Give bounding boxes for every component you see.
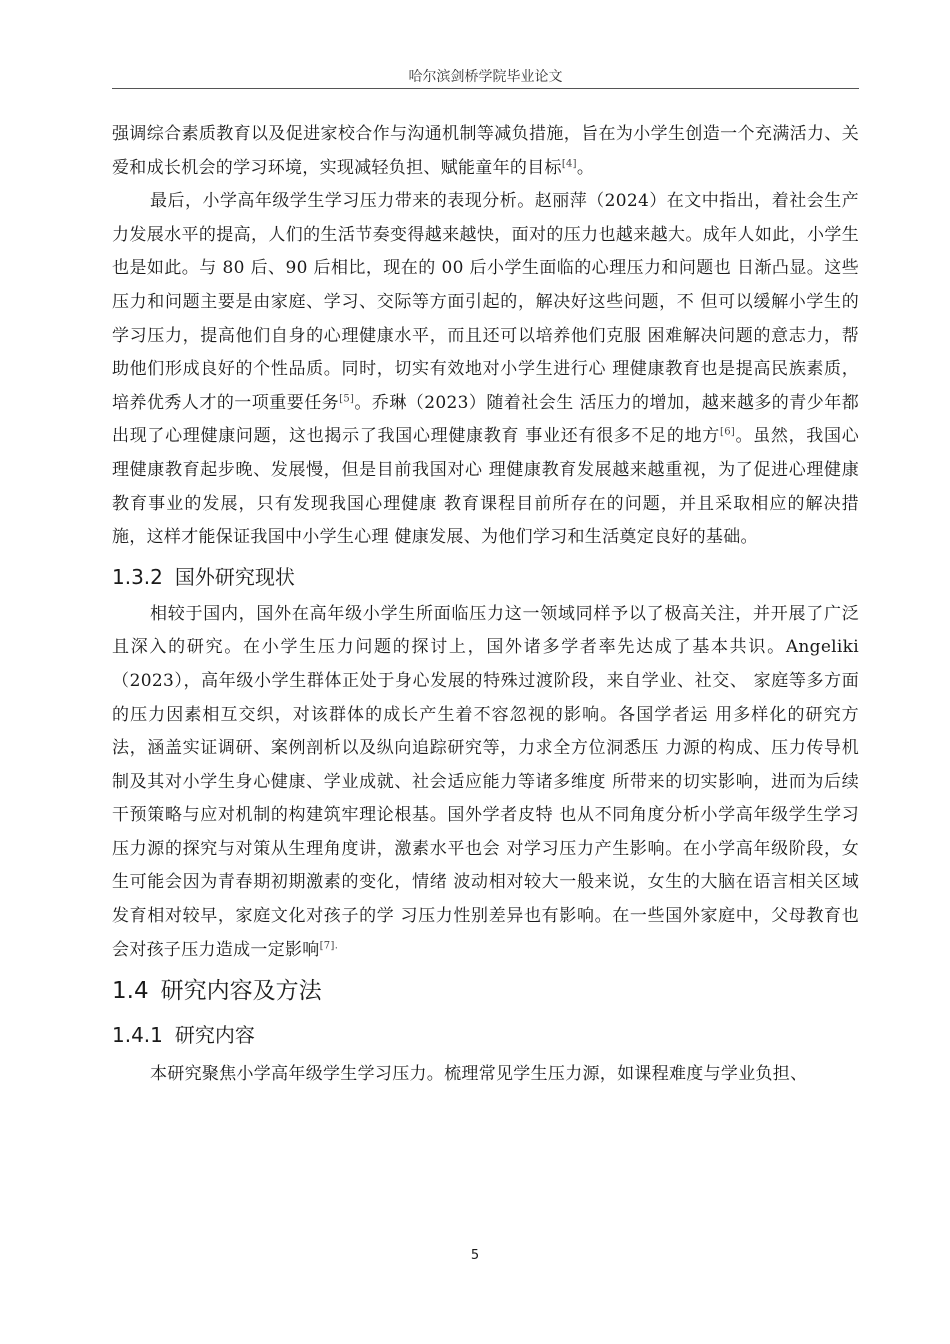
citation-ref-5: [5] [339, 393, 355, 405]
paragraph-domestic-analysis [112, 185, 859, 555]
header-rule [112, 88, 859, 89]
citation-ref-4: [4] [561, 157, 577, 169]
section-number: 1.4 [112, 978, 149, 1005]
paragraph-text: 最后，小学高年级学生学习压力带来的表现分析。赵丽萍（2024）在文中指出，着社会生产力发展水平的提高，人们的生活节奏变得越来越快，面对的压力也越来越大。成年人如此，小学生也是如此。与 80 后、90 后相比，现在的 00 后小学生面临的心理压力和问题也 日渐凸显。这些压力和问题主要是由家庭、学习、交际等方面引起的，解决好这些问题，不 但可以缓解小学生的学习压力，提高他们自身的心理健康水平，而且还可以培养他们克服 困难解决问题的意志力，帮助他们形成良好的个性品质。同时，切实有效地对小学生进行心 理健康教育也是提高民族素质，培养优秀人才的一项重要任务 [112, 191, 859, 413]
citation-ref-7: [7] [319, 940, 335, 951]
section-number: 1.4.1 [112, 1023, 163, 1048]
page-body [112, 118, 859, 1092]
paragraph-tail: . [334, 940, 339, 951]
paragraph-text: 强调综合素质教育以及促进家校合作与沟通机制等减负措施，旨在为小学生创造一个充满活力、关爱和成长机会的学习环境，实现减轻负担、赋能童年的目标 [112, 124, 859, 178]
section-heading-1-4 [112, 972, 859, 1010]
page-number: 5 [470, 1248, 480, 1263]
section-title: 研究内容 [174, 1023, 255, 1048]
section-title: 国外研究现状 [174, 564, 295, 589]
paragraph-text: 相较于国内，国外在高年级小学生所面临压力这一领域同样予以了极高关注，并开展了广泛且深入的研究。在小学生压力问题的探讨上，国外诸多学者率先达成了基本共识。Angeliki（2023），高年级小学生群体正处于身心发展的特殊过渡阶段，来自学业、社交、 家庭等多方面的压力因素相互交织，对该群体的成长产生着不容忽视的影响。各国学者运 用多样化的研究方法，涵盖实证调研、案例剖析以及纵向追踪研究等，力求全方位洞悉压 力源的构成、压力传导机制及其对小学生身心健康、学业成就、社会适应能力等诸多维度 所带来的切实影响，进而为后续干预策略与应对机制的构建筑牢理论根基。国外学者皮特 也从不同角度分析小学高年级学生学习压力源的探究与对策从生理角度讲，激素水平也会 对学习压力产生影响。在小学高年级阶段，女生可能会因为青春期初期激素的变化，情绪 波动相对较大一般来说，女生的大脑在语言相关区域发育相对较早，家庭文化对孩子的学 习压力性别差异也有影响。在一些国外家庭中，父母教育也会对孩子压力造成一定影响 [112, 603, 859, 960]
section-number: 1.3.2 [112, 564, 163, 589]
section-title: 研究内容及方法 [160, 978, 322, 1005]
paragraph-tail: 。 [576, 157, 595, 178]
running-header: 哈尔滨剑桥学院毕业论文 [408, 69, 563, 85]
paragraph-research-content [112, 1058, 859, 1092]
paragraph-text: 。乔琳（2023）随着社会生 活压力的增加，越来越多的青少年都出现了心理健康问题，这也揭示了我国心理健康教育 事业还有很多不足的地方 [112, 392, 859, 447]
paragraph-foreign-research [112, 598, 859, 968]
section-heading-1-4-1 [112, 1018, 859, 1052]
section-heading-1-3-2 [112, 560, 859, 594]
citation-ref-6: [6] [720, 426, 736, 438]
paragraph-continued [112, 118, 859, 185]
paragraph-text: 。虽然，我国心理健康教育起步晚、发展慢，但是目前我国对心 理健康教育发展越来越重视，为了促进心理健康教育事业的发展，只有发现我国心理健康 教育课程目前所存在的问题，并且采取相应的解决措施，这样才能保证我国中小学生心理 健康发展、为他们学习和生活奠定良好的基础。 [112, 426, 859, 548]
paragraph-text: 本研究聚焦小学高年级学生学习压力。梳理常见学生压力源，如课程难度与学业负担、 [150, 1064, 808, 1085]
